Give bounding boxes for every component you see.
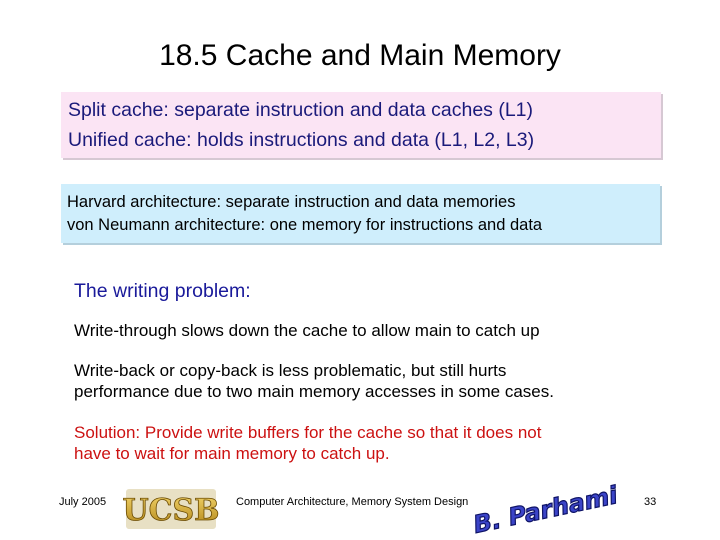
writing-problem-heading: The writing problem: (74, 280, 251, 302)
svg-text:B. Parhami: B. Parhami (470, 481, 620, 539)
unified-cache-text: Unified cache: holds instructions and data (L1, L2, L3) (68, 129, 535, 151)
slide-title: 18.5 Cache and Main Memory (159, 39, 561, 72)
cache-types-box (61, 92, 661, 158)
von-neumann-text: von Neumann architecture: one memory for instructions and data (67, 216, 543, 234)
page-number: 33 (644, 496, 657, 508)
architecture-box (61, 184, 660, 243)
solution-text-line2: have to wait for main memory to catch up. (74, 444, 390, 463)
solution-text-line1: Solution: Provide write buffers for the cache so that it does not (74, 423, 542, 442)
author-signature (470, 481, 620, 539)
harvard-text: Harvard architecture: separate instruction and data memories (67, 193, 516, 211)
write-back-text-line2: performance due to two main memory accesses in some cases. (74, 382, 554, 401)
write-through-text: Write-through slows down the cache to allow main to catch up (74, 321, 540, 340)
footer-date: July 2005 (59, 496, 107, 508)
footer-course-title: Computer Architecture, Memory System Design (236, 496, 469, 508)
ucsb-logo (122, 486, 220, 532)
svg-text:UCSB: UCSB (122, 493, 220, 528)
split-cache-text: Split cache: separate instruction and data caches (L1) (68, 99, 534, 121)
write-back-text-line1: Write-back or copy-back is less problematic, but still hurts (74, 361, 507, 380)
